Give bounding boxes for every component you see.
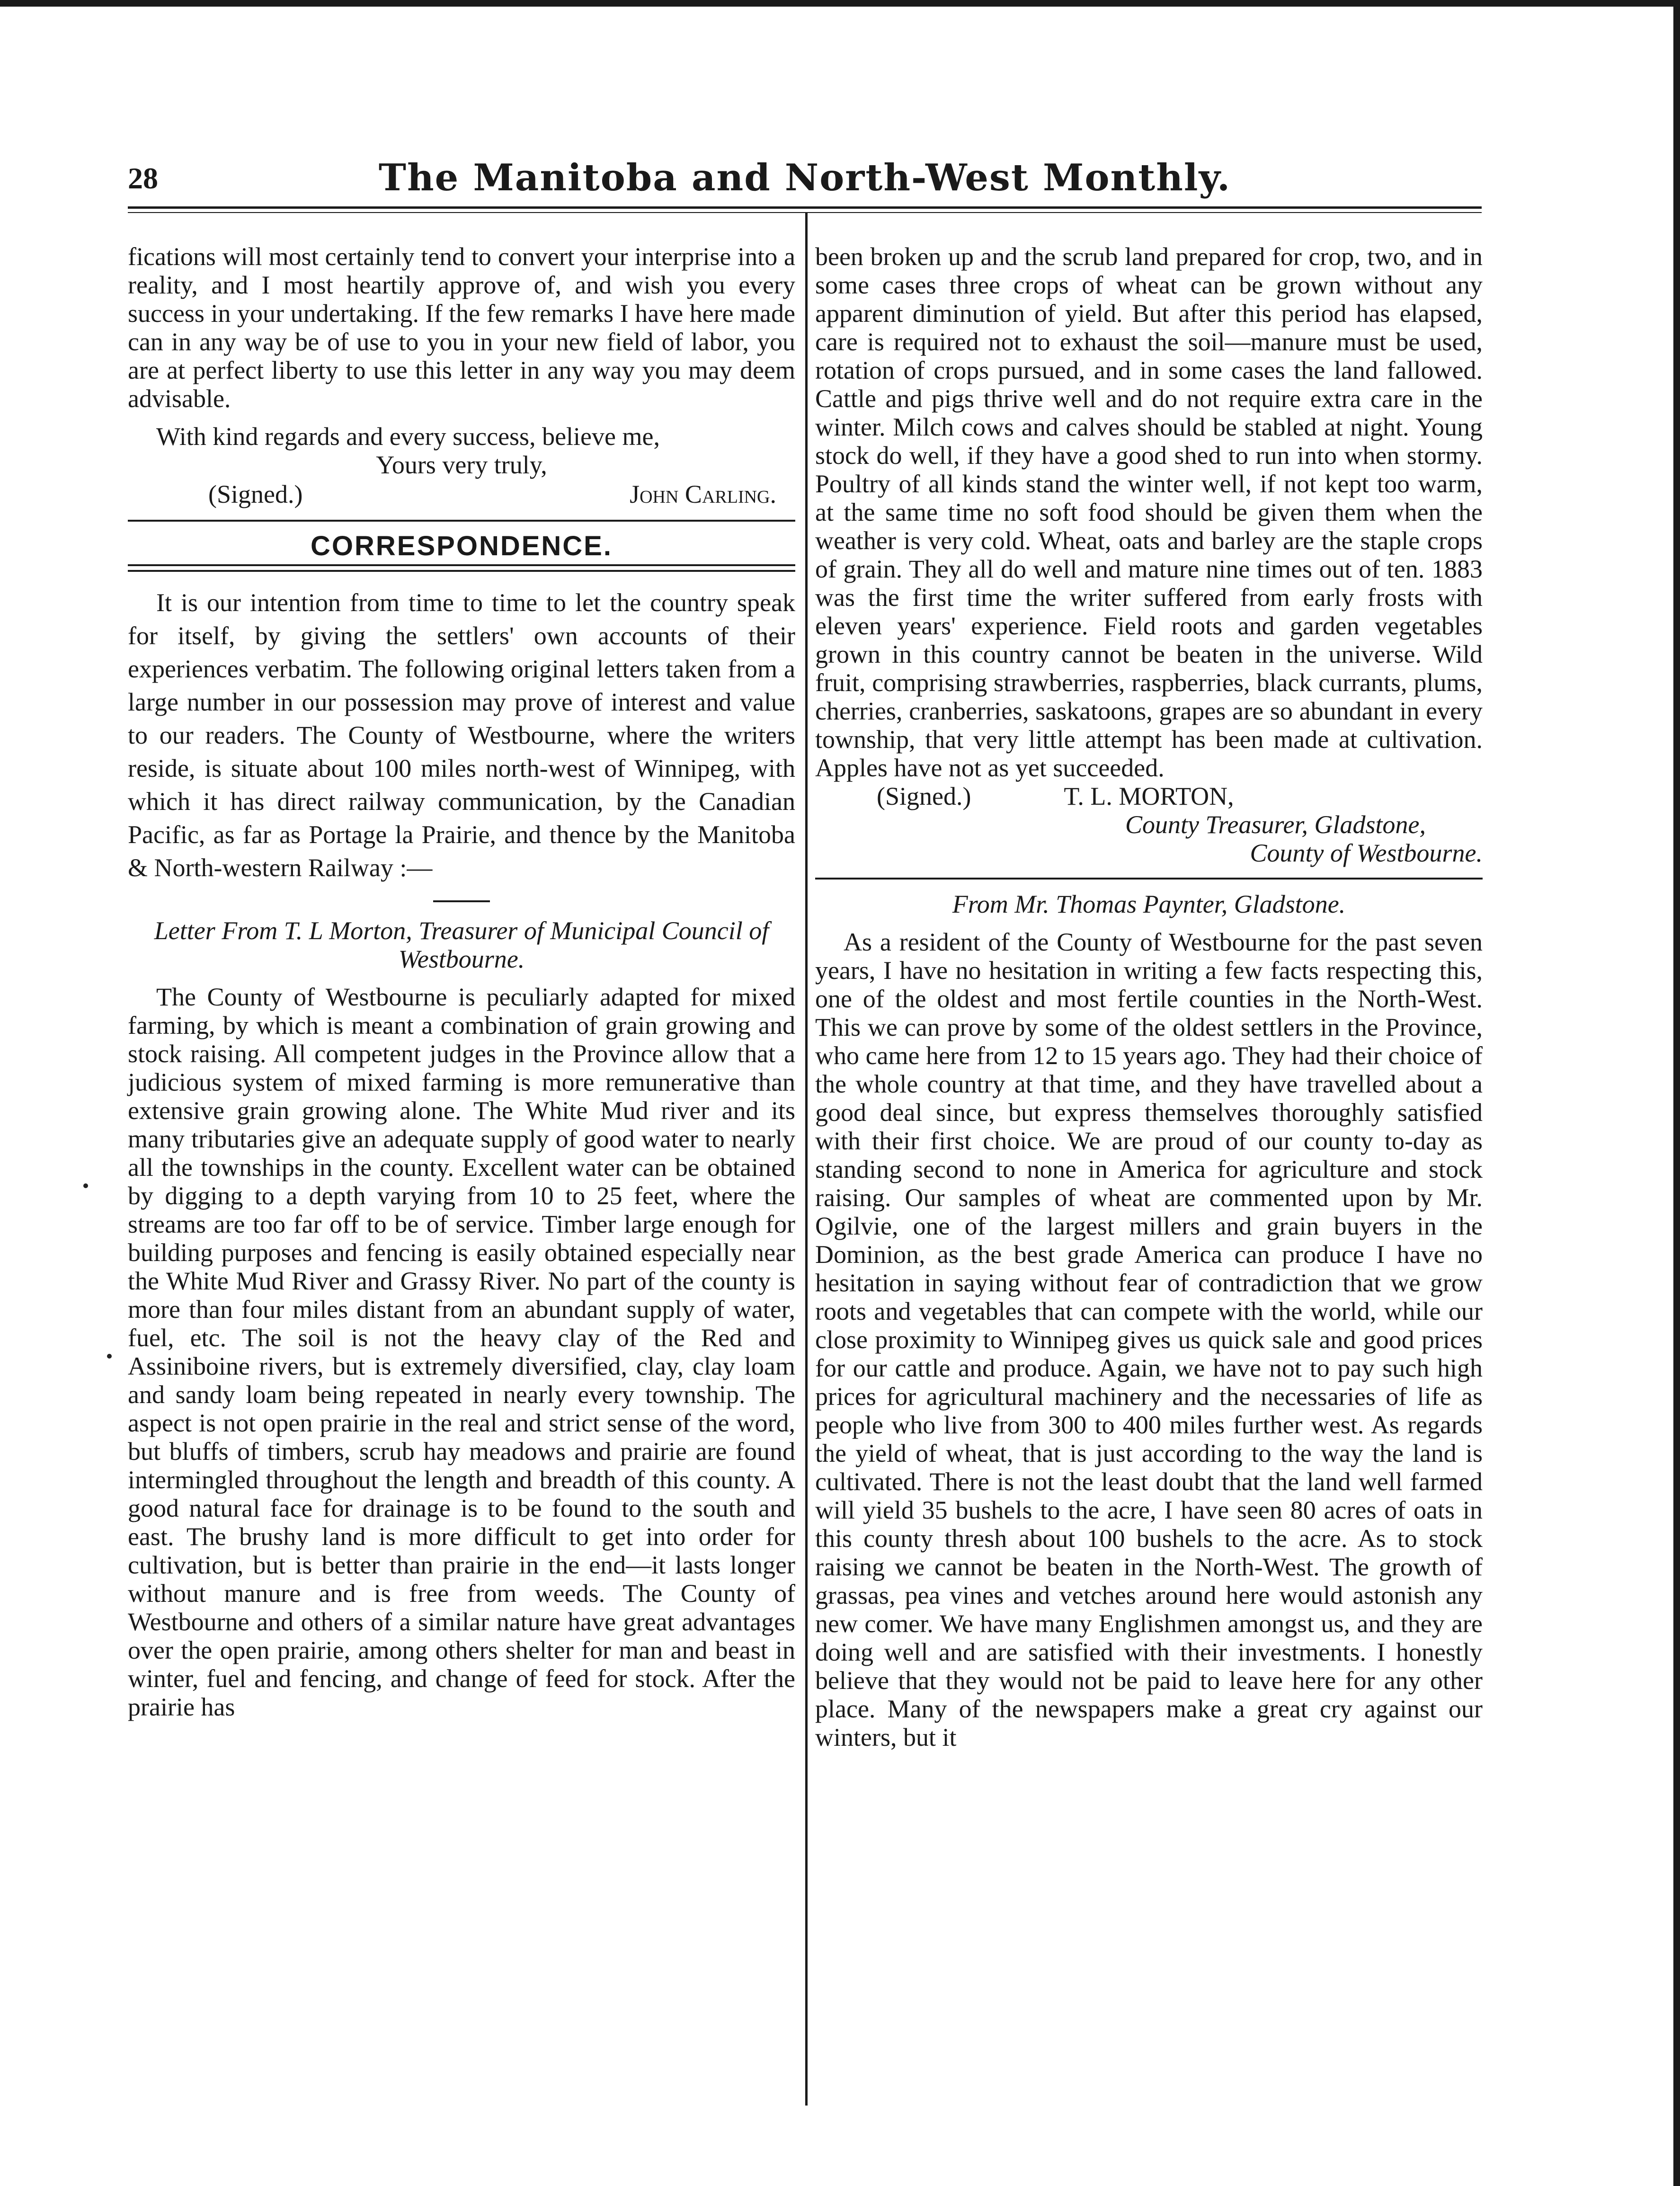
left-column <box>128 242 795 1721</box>
letter-continuation: fications will most certainly tend to convert your interprise into a reality, and I most heartily approve of, and wish you every success in your undertaking. If the few remarks I have here made can in any way be of use to you in your new field of labor, you are at perfect liberty to use this letter in any way you may deem advisable. <box>128 242 795 413</box>
running-title: The Manitoba and North-West Monthly. <box>378 156 1231 199</box>
correspondence-intro: It is our intention from time to time to let the country speak for itself, by giving the settlers' own accounts of their experiences verbatim. The following original letters taken from a large number in our possession may prove of interest and value to our readers. The County of Westbourne, where the writers reside, is situate about 100 miles north-west of Winnipeg, with which it has direct railway communication, by the Canadian Pacific, as far as Portage la Prairie, and thence by the Manitoba & North-western Railway :— <box>128 588 795 882</box>
letter-heading: From Mr. Thomas Paynter, Gladstone. <box>952 890 1346 918</box>
letter-separator-rule <box>815 878 1483 880</box>
scan-border-right <box>1673 0 1680 2186</box>
scan-speck <box>107 1354 112 1359</box>
signer-name: John Carling. <box>630 480 776 508</box>
signed-label: (Signed.) <box>208 480 303 508</box>
signer-place: County of Westbourne. <box>1250 839 1483 867</box>
signer-title: County Treasurer, Gladstone, <box>1125 810 1426 839</box>
signature-row <box>815 782 1483 810</box>
separator-rule <box>433 900 490 902</box>
section-rule <box>128 520 795 522</box>
section-double-rule <box>128 564 795 572</box>
scan-border-top <box>0 0 1680 7</box>
right-column <box>815 242 1483 1751</box>
valediction: Yours very truly, <box>376 451 547 479</box>
header-rule <box>128 206 1482 209</box>
section-title: CORRESPONDENCE. <box>311 531 613 561</box>
page-number: 28 <box>128 161 158 195</box>
signature-row <box>128 451 795 480</box>
signer-name: T. L. MORTON, <box>1064 782 1234 810</box>
signature-row <box>128 480 795 509</box>
letter-continuation: been broken up and the scrub land prepared for crop, two, and in some cases three crops of wheat can be grown without any apparent diminution of yield. But after this period has elapsed, care is required not to exhaust the soil—manure must be used, rotation of crops pursued, and in some cases the land fallowed. Cattle and pigs thrive well and do not require extra care in the winter. Milch cows and calves should be stabled at night. Young stock do well, if they have a good shed to run into when stormy. Poultry of all kinds stand the winter well, if not kept too warm, at the same time no soft food should be given them when the weather is very cold. Wheat, oats and barley are the staple crops of grain. They all do well and mature nine times out of ten. 1883 was the first time the writer suffered from early frosts with eleven years' experience. Field roots and garden vegetables grown in this country cannot be beaten in the universe. Wild fruit, comprising strawberries, raspberries, black currants, plums, cherries, cranberries, saskatoons, grapes are so abundant in every township, that very little attempt has been made at cultivation. Apples have not as yet succeeded. <box>815 242 1483 782</box>
scan-speck <box>83 1183 88 1188</box>
letter-closing: With kind regards and every success, believe me, <box>156 422 660 451</box>
letter-heading: Letter From T. L Morton, Treasurer of Municipal Council of Westbourne. <box>154 916 769 973</box>
signed-label: (Signed.) <box>877 782 971 810</box>
column-divider <box>805 212 808 2106</box>
letter-body: As a resident of the County of Westbourne for the past seven years, I have no hesitation in writing a few facts respecting this, one of the oldest and most fertile counties in the North-West. This we can prove by some of the oldest settlers in the Province, who came here from 12 to 15 years ago. They had their choice of the whole country at that time, and they have travelled about a good deal since, but express themselves thoroughly satisfied with their first choice. We are proud of our county to-day as standing second to none in America for agriculture and stock raising. Our samples of wheat are commented upon by Mr. Ogilvie, one of the largest millers and grain buyers in the Dominion, as the best grade America can produce I have no hesitation in saying without fear of contradiction that we grow roots and vegetables that can compete with the world, while our close proximity to Winnipeg gives us quick sale and good prices for our cattle and produce. Again, we have not to pay such high prices for agricultural machinery and the necessaries of life as people who live from 300 to 400 miles further west. As regards the yield of wheat, that is just according to the way the land is cultivated. There is not the least doubt that the land well farmed will yield 35 bushels to the acre, I have seen 80 acres of oats in this county thresh about 100 bushels to the acre. As to stock raising we cannot be beaten in the North-West. The growth of grassas, pea vines and vetches around here would astonish any new comer. We have many Englishmen amongst us, and they are doing well and are satisfied with their investments. I honestly believe that they would not be paid to leave here for any other place. Many of the newspapers make a great cry against our winters, but it <box>815 928 1483 1751</box>
page-header <box>128 151 1482 204</box>
letter-body: The County of Westbourne is peculiarly adapted for mixed farming, by which is meant a combination of grain growing and stock raising. All competent judges in the Province allow that a judicious system of mixed farming is more remunerative than extensive grain growing alone. The White Mud river and its many tributaries give an adequate supply of good water to nearly all the townships in the county. Excellent water can be obtained by digging to a depth varying from 10 to 25 feet, where the streams are too far off to be of service. Timber large enough for building purposes and fencing is easily obtained especially near the White Mud River and Grassy River. No part of the county is more than four miles distant from an abundant supply of water, fuel, etc. The soil is not the heavy clay of the Red and Assiniboine rivers, but is extremely diversified, clay, clay loam and sandy loam being repeated in nearly every township. The aspect is not open prairie in the real and strict sense of the word, but bluffs of timbers, scrub hay meadows and prairie are found intermingled throughout the length and breadth of this county. A good natural face for drainage is to be found to the south and east. The brushy land is more difficult to get into order for cultivation, but is better than prairie in the end—it lasts longer without manure and is free from weeds. The County of Westbourne and others of a similar nature have great advantages over the open prairie, among others shelter for man and beast in winter, fuel and fencing, and change of feed for stock. After the prairie has <box>128 983 795 1721</box>
header-rule-thin <box>128 212 1482 213</box>
